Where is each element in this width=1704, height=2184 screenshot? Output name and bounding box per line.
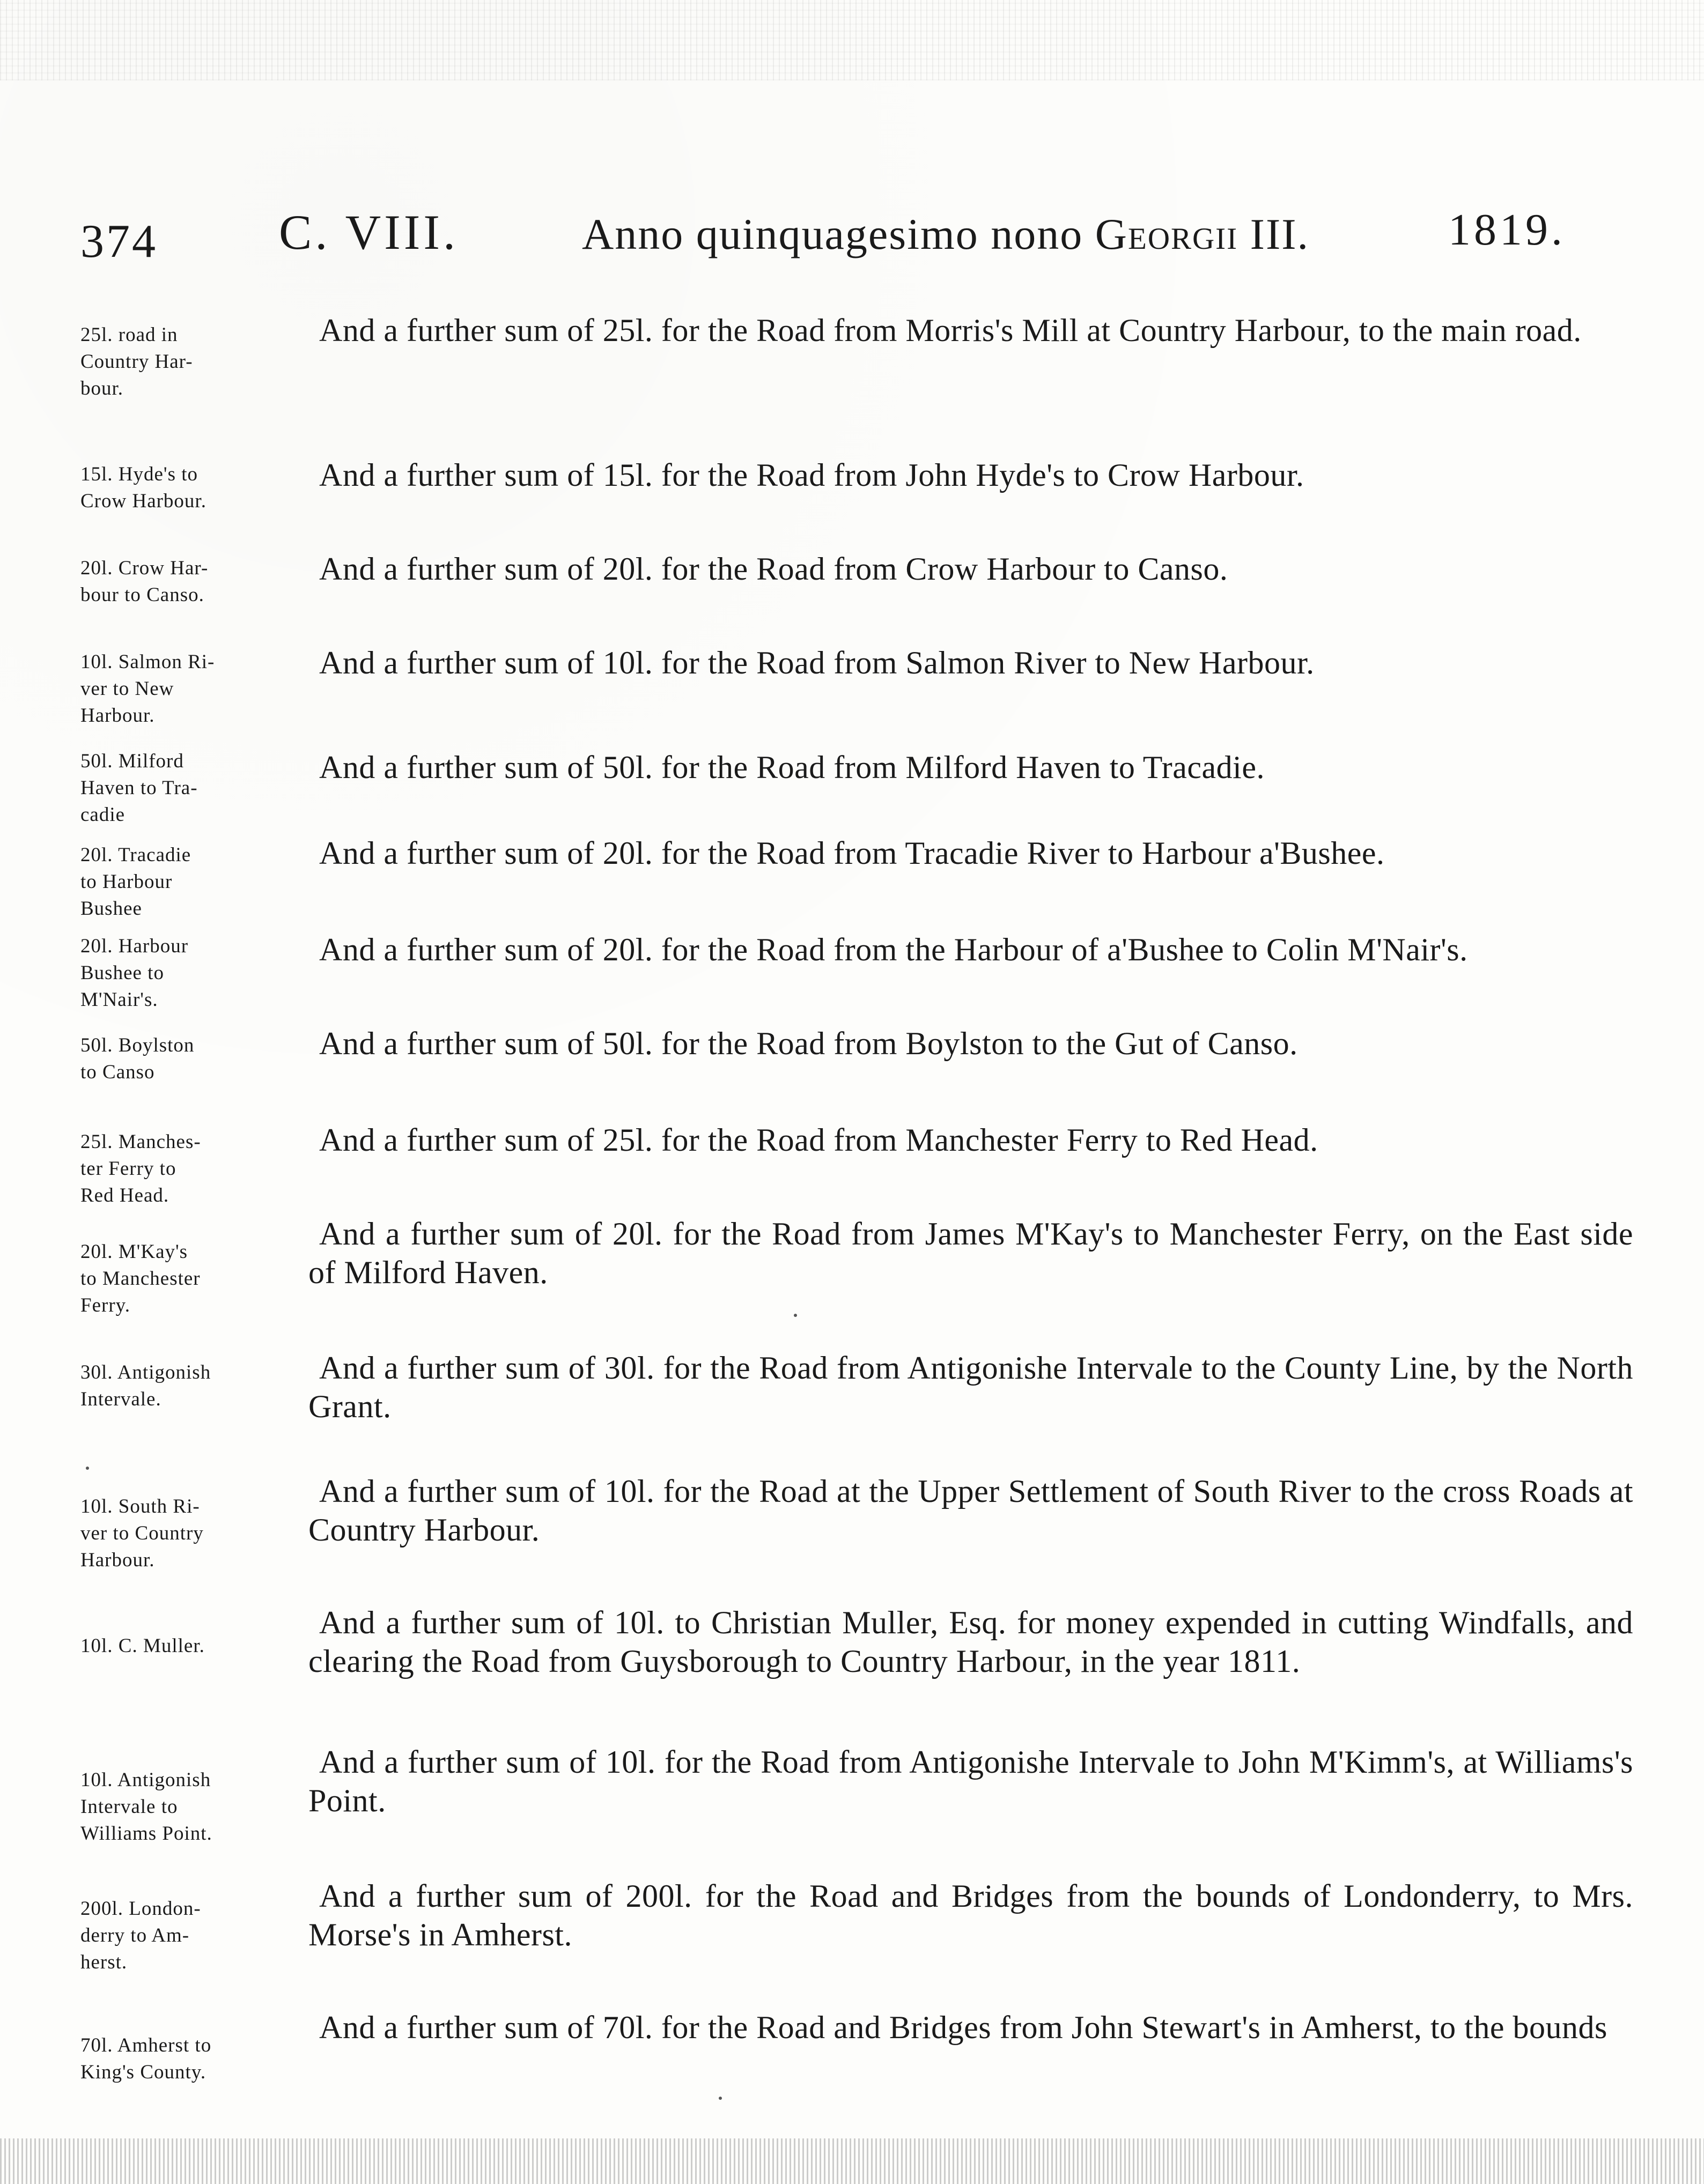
entry-text: And a further sum of 25l. for the Road from Manchester Ferry to Red Head. <box>319 1122 1318 1158</box>
entry-text: And a further sum of 25l. for the Road from Morris's Mill at Country Harbour, to the main road. <box>319 313 1582 348</box>
entry-text: And a further sum of 10l. for the Road from Antigonishe Intervale to John M'Kimm's, at Williams's Point. <box>308 1744 1633 1818</box>
entry-text: And a further sum of 20l. for the Road from James M'Kay's to Manchester Ferry, on the East side of Milford Haven. <box>308 1216 1633 1290</box>
entry-text: And a further sum of 20l. for the Road from Tracadie River to Harbour a'Bushee. <box>319 835 1385 871</box>
scan-edge-bottom <box>0 2138 1704 2184</box>
scan-speck <box>719 2097 722 2100</box>
margin-note: 20l. Harbour Bushee to M'Nair's. <box>80 935 189 1011</box>
entry-text: And a further sum of 10l. for the Road from Salmon River to New Harbour. <box>319 645 1315 680</box>
entry-text: And a further sum of 30l. for the Road from Antigonishe Intervale to the County Line, by the North Grant. <box>308 1350 1633 1424</box>
margin-note: 25l. Manches- ter Ferry to Red Head. <box>80 1131 201 1206</box>
margin-note: 20l. Tracadie to Harbour Bushee <box>80 844 191 920</box>
margin-note: 20l. Crow Har- bour to Canso. <box>80 557 209 606</box>
margin-note: 10l. Antigonish Intervale to Williams Point. <box>80 1769 212 1845</box>
entry-text: And a further sum of 50l. for the Road from Boylston to the Gut of Canso. <box>319 1026 1298 1061</box>
entry-text: And a further sum of 10l. for the Road at the Upper Settlement of South River to the cross Roads at Country Harbour. <box>308 1474 1633 1548</box>
margin-note: 70l. Amherst to King's County. <box>80 2034 212 2083</box>
entry-text: And a further sum of 20l. for the Road from Crow Harbour to Canso. <box>319 551 1228 587</box>
margin-note: 20l. M'Kay's to Manchester Ferry. <box>80 1241 201 1316</box>
margin-note: 25l. road in Country Har- bour. <box>80 324 193 399</box>
regnal-title-suffix: III. <box>1238 210 1310 258</box>
entry-text: And a further sum of 10l. to Christian Muller, Esq. for money expended in cutting Windfalls, and clearing the Road from Guysborough to Country Harbour, in the year 1811. <box>308 1605 1633 1679</box>
margin-note: 50l. Milford Haven to Tra- cadie <box>80 750 198 826</box>
entry-text: And a further sum of 70l. for the Road and Bridges from John Stewart's in Amherst, to the bounds <box>319 2010 1607 2045</box>
entry-text: And a further sum of 20l. for the Road from the Harbour of a'Bushee to Colin M'Nair's. <box>319 932 1468 967</box>
margin-note: 15l. Hyde's to Crow Harbour. <box>80 463 206 512</box>
entry-text: And a further sum of 50l. for the Road from Milford Haven to Tracadie. <box>319 750 1265 785</box>
margin-note: 10l. South Ri- ver to Country Harbour. <box>80 1496 204 1571</box>
entry-text: And a further sum of 15l. for the Road from John Hyde's to Crow Harbour. <box>319 457 1304 493</box>
margin-note: 10l. Salmon Ri- ver to New Harbour. <box>80 651 215 727</box>
regnal-title-king: Georgii <box>1095 210 1238 258</box>
regnal-title-prefix: Anno quinquagesimo nono <box>582 210 1095 258</box>
margin-note: 50l. Boylston to Canso <box>80 1034 195 1083</box>
year-heading: 1819. <box>1448 205 1566 255</box>
scan-speck <box>794 1314 797 1317</box>
scan-speck <box>86 1467 89 1470</box>
chapter-heading: C. VIII. <box>279 205 459 260</box>
entry-text: And a further sum of 200l. for the Road and Bridges from the bounds of Londonderry, to Mrs. Morse's in Amherst. <box>308 1878 1633 1952</box>
margin-note: 30l. Antigonish Intervale. <box>80 1361 211 1410</box>
margin-note: 10l. C. Muller. <box>80 1635 205 1657</box>
page-number: 374 <box>80 216 158 268</box>
margin-note: 200l. London- derry to Am- herst. <box>80 1898 201 1973</box>
